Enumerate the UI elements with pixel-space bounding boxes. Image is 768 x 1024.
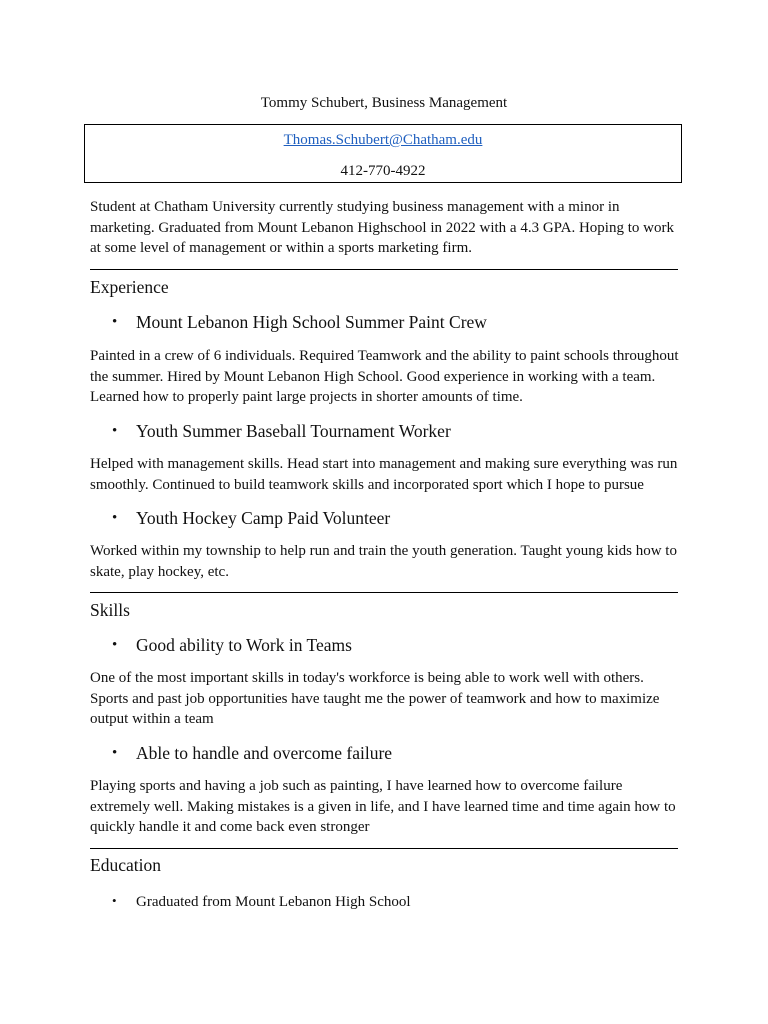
experience-item-label: Youth Summer Baseball Tournament Worker (136, 421, 451, 441)
experience-item-title (112, 420, 451, 442)
skill-item-description: One of the most important skills in today's workforce is being able to work well with others. Sports and past job opportunities have taught me the power of teamwork and how to maximize output within a team (90, 670, 660, 728)
section-divider (90, 592, 678, 593)
email-link[interactable]: Thomas.Schubert@Chatham.edu (283, 132, 483, 148)
skill-item-title (112, 742, 392, 764)
experience-item-description: Helped with management skills. Head start into management and making sure everything was run smoothly. Continued to build teamwork skills and incorporated sport which I hope to pursue (90, 456, 678, 493)
education-heading: Education (90, 855, 161, 875)
bullet-icon: • (112, 510, 118, 526)
skills-heading: Skills (90, 600, 130, 620)
contact-box (84, 124, 682, 183)
bullet-icon: • (112, 314, 118, 330)
experience-item-title (112, 311, 487, 333)
skill-item-label: Good ability to Work in Teams (136, 635, 352, 655)
experience-heading: Experience (90, 277, 169, 297)
skill-item-description: Playing sports and having a job such as painting, I have learned how to overcome failure extremely well. Making mistakes is a given in life, and I have learned time and time again how to quickly handle it and come back even stronger (90, 778, 676, 836)
education-item-label: Graduated from Mount Lebanon High School (136, 894, 411, 910)
experience-item-label: Youth Hockey Camp Paid Volunteer (136, 508, 391, 528)
skill-item-label: Able to handle and overcome failure (136, 743, 393, 763)
experience-item-description: Worked within my township to help run and train the youth generation. Taught young kids how to skate, play hockey, etc. (90, 543, 677, 580)
phone-number: 412-770-4922 (340, 163, 426, 179)
education-item (112, 891, 411, 912)
bullet-icon: • (112, 745, 118, 761)
section-divider (90, 848, 678, 849)
section-divider (90, 269, 678, 270)
summary-paragraph: Student at Chatham University currently studying business management with a minor in marketing. Graduated from Mount Lebanon Highschool in 2022 with a 4.3 GPA. Hoping to work at some level of management or within a sports marketing firm. (90, 199, 674, 257)
bullet-icon: • (112, 423, 118, 439)
experience-item-description: Painted in a crew of 6 individuals. Required Teamwork and the ability to paint schools throughout the summer. Hired by Mount Lebanon High School. Good experience in working with a team. Learned how to properly paint large projects in shorter amounts of time. (90, 348, 679, 406)
bullet-icon: • (112, 637, 118, 653)
experience-item-title (112, 507, 390, 529)
experience-item-label: Mount Lebanon High School Summer Paint Crew (136, 312, 487, 332)
resume-name-line: Tommy Schubert, Business Management (260, 95, 508, 111)
skill-item-title (112, 634, 352, 656)
bullet-icon: • (112, 893, 117, 908)
